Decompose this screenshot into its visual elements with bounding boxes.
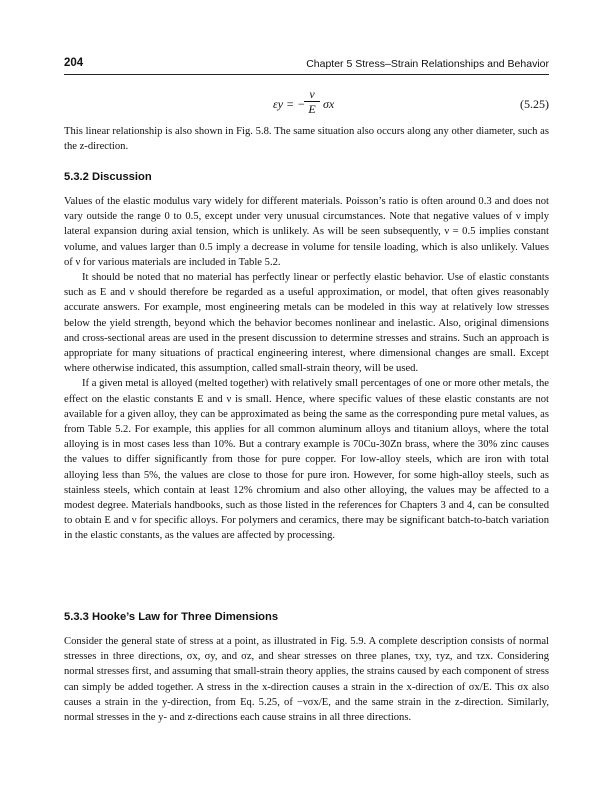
section-5-3-2-body (64, 194, 549, 544)
paragraph: If a given metal is alloyed (melted together) with relatively small percentages of one or more other metals, the effect on the elastic constants E and ν is small. Hence, where specific values of these elastic constants are not available for a given alloy, they can be approximated as being the same as the corresponding pure metal values, as from Table 5.2. For example, this applies for all common aluminum alloys and titanium alloys, where the total alloying is in most cases less than 10%. But a contrary example is 70Cu-30Zn brass, where the 30% zinc causes the values to differ significantly from those for pure copper. For low-alloy steels, which are iron with total alloying less than 5%, the values are close to those for pure iron. However, for some high-alloy steels, such as stainless steels, which contain at least 12% chromium and also other alloying, the values may be affected to a modest degree. Materials handbooks, such as those listed in the references for Chapters 3 and 4, can be consulted to obtain E and ν for specific alloys. For polymers and ceramics, there may be significant batch-to-batch variation in the elastic constants, as the values are affected by processing. (64, 378, 549, 542)
fraction-denominator: E (308, 102, 316, 116)
fraction-numerator: ν (309, 87, 315, 101)
equation-fraction (304, 88, 320, 115)
equation-number: (5.25) (520, 97, 549, 111)
paragraph: Values of the elastic modulus vary widely for different materials. Poisson’s ratio is often around 0.3 and does not vary outside the range 0 to 0.5, except under very unusual circumstances. Note that negative values of ν imply lateral expansion during axial tension, which is unlikely. As will be seen subsequently, ν = 0.5 implies constant volume, and values larger than 0.5 imply a decrease in volume for tensile loading, which is also unlikely. Values of ν for various materials are included in Table 5.2. (64, 196, 549, 268)
page-header (64, 57, 549, 75)
section-heading-5-3-3: 5.3.3 Hooke’s Law for Three Dimensions (64, 611, 279, 623)
intro-paragraph-block (64, 124, 549, 154)
equation-lhs: εy = − (273, 97, 306, 111)
paragraph: It should be noted that no material has perfectly linear or perfectly elastic behavior. Use of elastic constants such as E and ν should therefore be regarded as a useful approximation, or model, that often gives reasonably accurate answers. For example, most engineering metals can be modeled in this way at relatively low stresses below the yield strength, beyond which the behavior becomes nonlinear and inelastic. Also, original dimensions and cross-sectional areas are used in the present discussion to determine stresses and strains. Such an approach is appropriate for many situations of practical engineering interest, where dimensional changes are small. Except where otherwise indicated, this assumption, called small-strain theory, will be used. (64, 272, 549, 375)
intro-paragraph: This linear relationship is also shown in Fig. 5.8. The same situation also occurs along any other diameter, such as the z-direction. (64, 126, 549, 153)
paragraph: Consider the general state of stress at a point, as illustrated in Fig. 5.9. A complete description consists of normal stresses in three directions, σx, σy, and σz, and shear stresses on three planes, τxy, τyz, and τzx. Considering normal stresses first, and assuming that small-strain theory applies, the strains caused by each component of stress can simply be added together. A stress in the x-direction causes a strain in the x-direction of σx/E. This σx also causes a strain in the y-direction, from Eq. 5.25, of −νσx/E, and the same strain in the z-direction. Similarly, normal stresses in the y- and z-directions each cause strains in all three directions. (64, 636, 549, 724)
page-number: 204 (64, 57, 84, 69)
equation-5-25 (64, 88, 549, 120)
header-rule (64, 74, 549, 75)
section-5-3-3-body (64, 634, 549, 725)
running-title: Chapter 5 Stress–Strain Relationships and Behavior (306, 58, 549, 70)
equation-rhs: σx (323, 97, 335, 111)
section-heading-5-3-2: 5.3.2 Discussion (64, 171, 152, 183)
